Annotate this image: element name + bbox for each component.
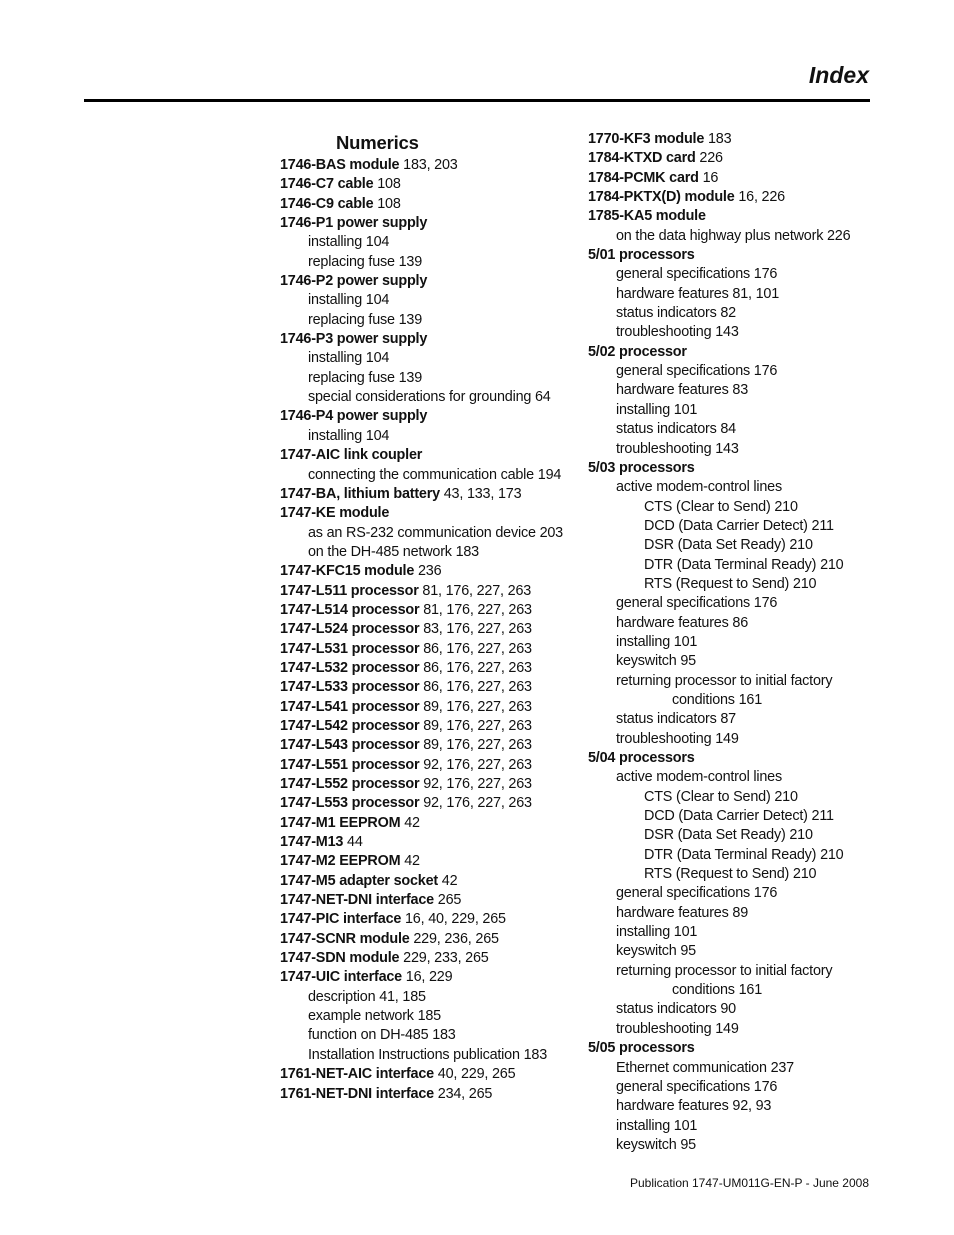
index-entry bbox=[588, 420, 878, 439]
index-term: 1747-L542 processor bbox=[280, 717, 420, 734]
index-entry bbox=[280, 930, 580, 949]
index-subentry-text: status indicators 84 bbox=[616, 421, 736, 438]
index-term: 1784-KTXD card bbox=[588, 150, 696, 167]
index-subentry-text: installing 101 bbox=[616, 1117, 698, 1134]
index-term: 5/01 processors bbox=[588, 247, 695, 264]
index-term: 5/04 processors bbox=[588, 750, 695, 766]
index-term: 1746-C7 cable bbox=[280, 176, 374, 193]
index-entry bbox=[280, 311, 580, 330]
index-entry bbox=[588, 962, 878, 981]
index-entry bbox=[588, 169, 878, 188]
index-entry bbox=[280, 1046, 580, 1065]
index-subentry-text: DCD (Data Carrier Detect) 211 bbox=[644, 808, 834, 825]
index-page-refs: 44 bbox=[347, 834, 363, 851]
index-subentry-text: special considerations for grounding 64 bbox=[308, 389, 551, 406]
header-rule bbox=[84, 99, 870, 102]
index-page-refs: 92, 176, 227, 263 bbox=[423, 756, 532, 773]
index-entries-left bbox=[280, 156, 580, 1104]
index-term: 1747-L533 processor bbox=[280, 679, 420, 696]
index-entry bbox=[588, 323, 878, 342]
index-subentry-text: installing 104 bbox=[308, 350, 390, 367]
index-subentry-text: Installation Instructions publication 183 bbox=[308, 1046, 547, 1063]
index-entry bbox=[280, 678, 580, 697]
index-entry bbox=[588, 710, 878, 729]
index-entry bbox=[280, 814, 580, 833]
index-page-refs: 43, 133, 173 bbox=[443, 485, 522, 502]
index-term: 1747-M13 bbox=[280, 834, 344, 851]
index-term: 1747-SDN module bbox=[280, 950, 400, 967]
index-subentry-text: DTR (Data Terminal Ready) 210 bbox=[644, 846, 844, 863]
index-entry bbox=[588, 594, 878, 613]
index-entry bbox=[280, 1085, 580, 1104]
index-entry bbox=[588, 691, 878, 710]
index-subentry-text: Ethernet communication 237 bbox=[616, 1059, 794, 1076]
index-entry bbox=[280, 717, 580, 736]
index-entry bbox=[588, 672, 878, 691]
index-subentry-text: DTR (Data Terminal Ready) 210 bbox=[644, 556, 844, 573]
index-entry bbox=[588, 652, 878, 671]
index-term: 1747-M1 EEPROM bbox=[280, 814, 401, 831]
index-entry bbox=[280, 794, 580, 813]
index-entry bbox=[588, 517, 878, 536]
index-subentry-text: hardware features 86 bbox=[616, 614, 748, 631]
index-entry bbox=[588, 1097, 878, 1116]
index-term: 1747-M2 EEPROM bbox=[280, 853, 401, 870]
index-subentry-text: troubleshooting 149 bbox=[616, 730, 739, 747]
index-term: 1747-L553 processor bbox=[280, 795, 420, 812]
index-subentry-text: installing 104 bbox=[308, 427, 390, 444]
index-entry bbox=[280, 214, 580, 233]
index-subentry-text: installing 101 bbox=[616, 924, 698, 941]
index-entry bbox=[588, 478, 878, 497]
index-entry bbox=[280, 562, 580, 581]
index-page-refs: 16, 226 bbox=[738, 189, 785, 206]
index-term: 1747-SCNR module bbox=[280, 930, 410, 947]
index-subentry-text: general specifications 176 bbox=[616, 1078, 778, 1095]
index-term: 1761-NET-DNI interface bbox=[280, 1085, 434, 1102]
index-subentry-text: as an RS-232 communication device 203 bbox=[308, 524, 563, 541]
index-term: 1746-P3 power supply bbox=[280, 331, 428, 348]
index-entry bbox=[588, 1000, 878, 1019]
index-page-refs: 234, 265 bbox=[437, 1085, 493, 1102]
index-entry bbox=[280, 910, 580, 929]
index-entry bbox=[588, 304, 878, 323]
index-entry bbox=[280, 233, 580, 252]
index-page-refs: 16, 229 bbox=[405, 969, 453, 986]
publication-footer: Publication 1747-UM011G-EN-P - June 2008 bbox=[629, 1176, 869, 1190]
index-entry bbox=[280, 272, 580, 291]
index-entry bbox=[280, 601, 580, 620]
index-entry bbox=[280, 524, 580, 543]
index-entry bbox=[280, 775, 580, 794]
index-page-refs: 236 bbox=[417, 563, 442, 580]
index-subentry-text: function on DH-485 183 bbox=[308, 1027, 456, 1044]
index-entry bbox=[588, 942, 878, 961]
index-entry bbox=[280, 427, 580, 446]
index-entry bbox=[280, 466, 580, 485]
index-entry bbox=[280, 582, 580, 601]
index-subentry-text: general specifications 176 bbox=[616, 595, 778, 612]
index-entry bbox=[588, 1136, 878, 1155]
index-subentry-text: description 41, 185 bbox=[308, 988, 426, 1005]
index-entry bbox=[280, 195, 580, 214]
index-entry bbox=[280, 949, 580, 968]
index-entry bbox=[588, 575, 878, 594]
index-subentry-text: general specifications 176 bbox=[616, 885, 778, 902]
index-entry bbox=[588, 149, 878, 168]
index-term: 1747-NET-DNI interface bbox=[280, 892, 434, 909]
index-subentry-text: installing 104 bbox=[308, 292, 390, 309]
index-term: 1784-PKTX(D) module bbox=[588, 189, 735, 206]
index-subentry-text: troubleshooting 149 bbox=[616, 1020, 739, 1037]
index-entry bbox=[588, 362, 878, 381]
index-entry bbox=[588, 401, 878, 420]
index-entry bbox=[280, 968, 580, 987]
index-term: 1747-L514 processor bbox=[280, 601, 420, 618]
index-entry bbox=[280, 988, 580, 1007]
index-entry bbox=[280, 891, 580, 910]
index-subentry-text: CTS (Clear to Send) 210 bbox=[644, 498, 798, 515]
index-subentry-text: DCD (Data Carrier Detect) 211 bbox=[644, 517, 834, 534]
index-entry bbox=[588, 1039, 878, 1058]
index-page-refs: 183, 203 bbox=[403, 157, 458, 173]
index-term: 5/03 processors bbox=[588, 459, 695, 476]
index-subentry-text: hardware features 89 bbox=[616, 904, 748, 921]
index-entry bbox=[588, 1078, 878, 1097]
index-page-refs: 92, 176, 227, 263 bbox=[423, 795, 532, 812]
index-page-refs: 42 bbox=[404, 814, 420, 831]
index-page-refs: 226 bbox=[699, 150, 723, 167]
index-entry bbox=[280, 291, 580, 310]
index-term: 1747-KE module bbox=[280, 505, 390, 522]
index-subentry-text: installing 101 bbox=[616, 401, 698, 418]
index-subentry-text: DSR (Data Set Ready) 210 bbox=[644, 537, 813, 554]
index-page-refs: 229, 236, 265 bbox=[413, 930, 499, 947]
index-subentry-text: installing 104 bbox=[308, 234, 390, 251]
index-term: 1761-NET-AIC interface bbox=[280, 1066, 434, 1083]
index-entry bbox=[588, 130, 878, 149]
index-entry bbox=[280, 388, 580, 407]
index-entry bbox=[588, 207, 878, 226]
index-page-refs: 92, 176, 227, 263 bbox=[423, 776, 532, 792]
index-subentry-text: troubleshooting 143 bbox=[616, 324, 739, 341]
index-entry bbox=[588, 807, 878, 826]
index-subentry-text: returning processor to initial factory bbox=[616, 672, 833, 689]
index-page-refs: 183 bbox=[707, 131, 732, 147]
index-entry bbox=[588, 265, 878, 284]
index-entry bbox=[588, 556, 878, 575]
index-subentry-text: keyswitch 95 bbox=[616, 943, 696, 960]
index-term: 1747-L551 processor bbox=[280, 756, 420, 773]
index-page-refs: 81, 176, 227, 263 bbox=[423, 601, 532, 618]
index-term: 1746-P1 power supply bbox=[280, 215, 428, 232]
index-entry bbox=[588, 749, 878, 768]
index-term: 1747-L531 processor bbox=[280, 640, 420, 657]
index-term: 5/05 processors bbox=[588, 1040, 695, 1057]
index-entry bbox=[280, 1007, 580, 1026]
index-subentry-text: keyswitch 95 bbox=[616, 653, 696, 670]
index-entry bbox=[280, 349, 580, 368]
index-page-refs: 89, 176, 227, 263 bbox=[423, 737, 532, 754]
index-subentry-text: hardware features 81, 101 bbox=[616, 285, 780, 302]
index-page-refs: 86, 176, 227, 263 bbox=[423, 679, 532, 696]
index-term: 1746-P2 power supply bbox=[280, 273, 428, 290]
index-subentry-text: replacing fuse 139 bbox=[308, 369, 423, 386]
index-page-refs: 40, 229, 265 bbox=[437, 1066, 516, 1083]
index-entry bbox=[588, 981, 878, 1000]
index-term: 1746-P4 power supply bbox=[280, 408, 428, 425]
index-entry bbox=[588, 923, 878, 942]
index-entry bbox=[280, 504, 580, 523]
index-entry bbox=[280, 330, 580, 349]
index-page-refs: 81, 176, 227, 263 bbox=[422, 582, 532, 599]
index-entry bbox=[280, 156, 580, 175]
index-page-refs: 83, 176, 227, 263 bbox=[423, 621, 532, 638]
index-entry bbox=[280, 872, 580, 891]
index-entry bbox=[280, 543, 580, 562]
index-entry bbox=[280, 1065, 580, 1084]
index-entry bbox=[280, 1026, 580, 1045]
index-term: 1747-KFC15 module bbox=[280, 563, 415, 580]
index-subentry-text: replacing fuse 139 bbox=[308, 253, 423, 270]
index-subentry-text: active modem-control lines bbox=[616, 479, 782, 496]
index-subentry-text: hardware features 92, 93 bbox=[616, 1098, 772, 1115]
index-term: 1747-L524 processor bbox=[280, 621, 420, 638]
index-column-left bbox=[280, 130, 580, 1104]
index-entry bbox=[280, 175, 580, 194]
index-subentry-text: returning processor to initial factory bbox=[616, 962, 833, 979]
index-entry bbox=[588, 343, 878, 362]
index-entry bbox=[280, 756, 580, 775]
index-subentry-text: example network 185 bbox=[308, 1008, 441, 1025]
index-entry bbox=[588, 536, 878, 555]
index-term: 1747-L532 processor bbox=[280, 659, 420, 676]
index-term: 1770-KF3 module bbox=[588, 131, 705, 147]
index-entry bbox=[280, 659, 580, 678]
index-term: 1747-M5 adapter socket bbox=[280, 872, 438, 889]
index-column-right bbox=[588, 130, 878, 1155]
index-subentry-text: CTS (Clear to Send) 210 bbox=[644, 788, 798, 805]
index-entry bbox=[588, 826, 878, 845]
index-subentry-text: general specifications 176 bbox=[616, 363, 778, 380]
index-entry bbox=[588, 884, 878, 903]
index-subentry-text: RTS (Request to Send) 210 bbox=[644, 866, 817, 883]
index-term: 1746-C9 cable bbox=[280, 195, 374, 212]
index-entry bbox=[588, 227, 878, 246]
index-entry bbox=[588, 381, 878, 400]
index-subentry-text: status indicators 82 bbox=[616, 305, 736, 322]
index-term: 1747-L511 processor bbox=[280, 582, 419, 599]
index-term: 1747-L541 processor bbox=[280, 698, 420, 715]
index-term: 1747-PIC interface bbox=[280, 911, 402, 928]
index-entry bbox=[588, 440, 878, 459]
index-entry bbox=[588, 846, 878, 865]
index-page-refs: 86, 176, 227, 263 bbox=[423, 640, 532, 657]
index-term: 1747-L543 processor bbox=[280, 737, 420, 754]
index-page-refs: 108 bbox=[377, 195, 401, 212]
index-entry bbox=[588, 904, 878, 923]
index-page-refs: 86, 176, 227, 263 bbox=[423, 659, 532, 676]
index-term: 1784-PCMK card bbox=[588, 169, 699, 186]
index-subentry-text: on the data highway plus network 226 bbox=[616, 227, 851, 244]
index-page-refs: 108 bbox=[377, 176, 401, 193]
index-subentry-text: keyswitch 95 bbox=[616, 1136, 696, 1153]
index-subentry-text: installing 101 bbox=[616, 633, 698, 650]
index-subentry-text: status indicators 90 bbox=[616, 1001, 736, 1018]
index-entry bbox=[588, 865, 878, 884]
index-subentry-text: status indicators 87 bbox=[616, 711, 736, 728]
index-entry bbox=[588, 1020, 878, 1039]
index-page-refs: 229, 233, 265 bbox=[403, 950, 489, 967]
index-page-refs: 265 bbox=[437, 892, 462, 909]
index-term: 1747-L552 processor bbox=[280, 776, 420, 792]
index-entry bbox=[588, 730, 878, 749]
index-entry bbox=[280, 736, 580, 755]
index-entry bbox=[588, 614, 878, 633]
index-subentry-text: troubleshooting 143 bbox=[616, 440, 739, 457]
index-term: 5/02 processor bbox=[588, 343, 687, 360]
index-entry bbox=[588, 246, 878, 265]
index-term: 1747-BA, lithium battery bbox=[280, 485, 440, 502]
index-subentry-text: RTS (Request to Send) 210 bbox=[644, 575, 817, 592]
index-page-refs: 89, 176, 227, 263 bbox=[423, 717, 532, 734]
index-entry bbox=[280, 253, 580, 272]
index-page-refs: 42 bbox=[404, 853, 420, 870]
index-entry bbox=[280, 852, 580, 871]
index-entries-right bbox=[588, 130, 878, 1155]
index-entry bbox=[280, 640, 580, 659]
index-subentry-text: on the DH-485 network 183 bbox=[308, 543, 479, 560]
index-entry bbox=[588, 788, 878, 807]
index-entry bbox=[280, 407, 580, 426]
index-entry bbox=[588, 188, 878, 207]
index-entry bbox=[588, 459, 878, 478]
section-heading: Numerics bbox=[336, 132, 419, 153]
index-entry bbox=[280, 833, 580, 852]
index-subentry-text: conditions 161 bbox=[672, 982, 763, 999]
index-subentry-text: active modem-control lines bbox=[616, 769, 782, 786]
index-subentry-text: hardware features 83 bbox=[616, 382, 748, 399]
index-subentry-text: replacing fuse 139 bbox=[308, 311, 423, 328]
index-entry bbox=[280, 369, 580, 388]
index-entry bbox=[280, 446, 580, 465]
index-page-refs: 42 bbox=[441, 872, 458, 889]
index-page-refs: 89, 176, 227, 263 bbox=[423, 698, 532, 715]
index-entry bbox=[280, 620, 580, 639]
index-subentry-text: DSR (Data Set Ready) 210 bbox=[644, 827, 813, 844]
index-page-refs: 16 bbox=[702, 169, 719, 186]
index-subentry-text: general specifications 176 bbox=[616, 266, 778, 283]
index-term: 1747-UIC interface bbox=[280, 969, 402, 986]
index-entry bbox=[588, 1117, 878, 1136]
index-entry bbox=[588, 498, 878, 517]
index-entry bbox=[588, 1059, 878, 1078]
index-subentry-text: connecting the communication cable 194 bbox=[308, 466, 562, 483]
index-entry bbox=[280, 698, 580, 717]
index-subentry-text: conditions 161 bbox=[672, 691, 763, 708]
index-term: 1747-AIC link coupler bbox=[280, 447, 423, 464]
index-page-refs: 16, 40, 229, 265 bbox=[405, 911, 506, 928]
index-term: 1785-KA5 module bbox=[588, 208, 706, 225]
page-title: Index bbox=[808, 62, 869, 88]
index-entry bbox=[280, 485, 580, 504]
index-entry bbox=[588, 633, 878, 652]
index-entry bbox=[588, 285, 878, 304]
index-term: 1746-BAS module bbox=[280, 157, 400, 173]
index-entry bbox=[588, 768, 878, 787]
